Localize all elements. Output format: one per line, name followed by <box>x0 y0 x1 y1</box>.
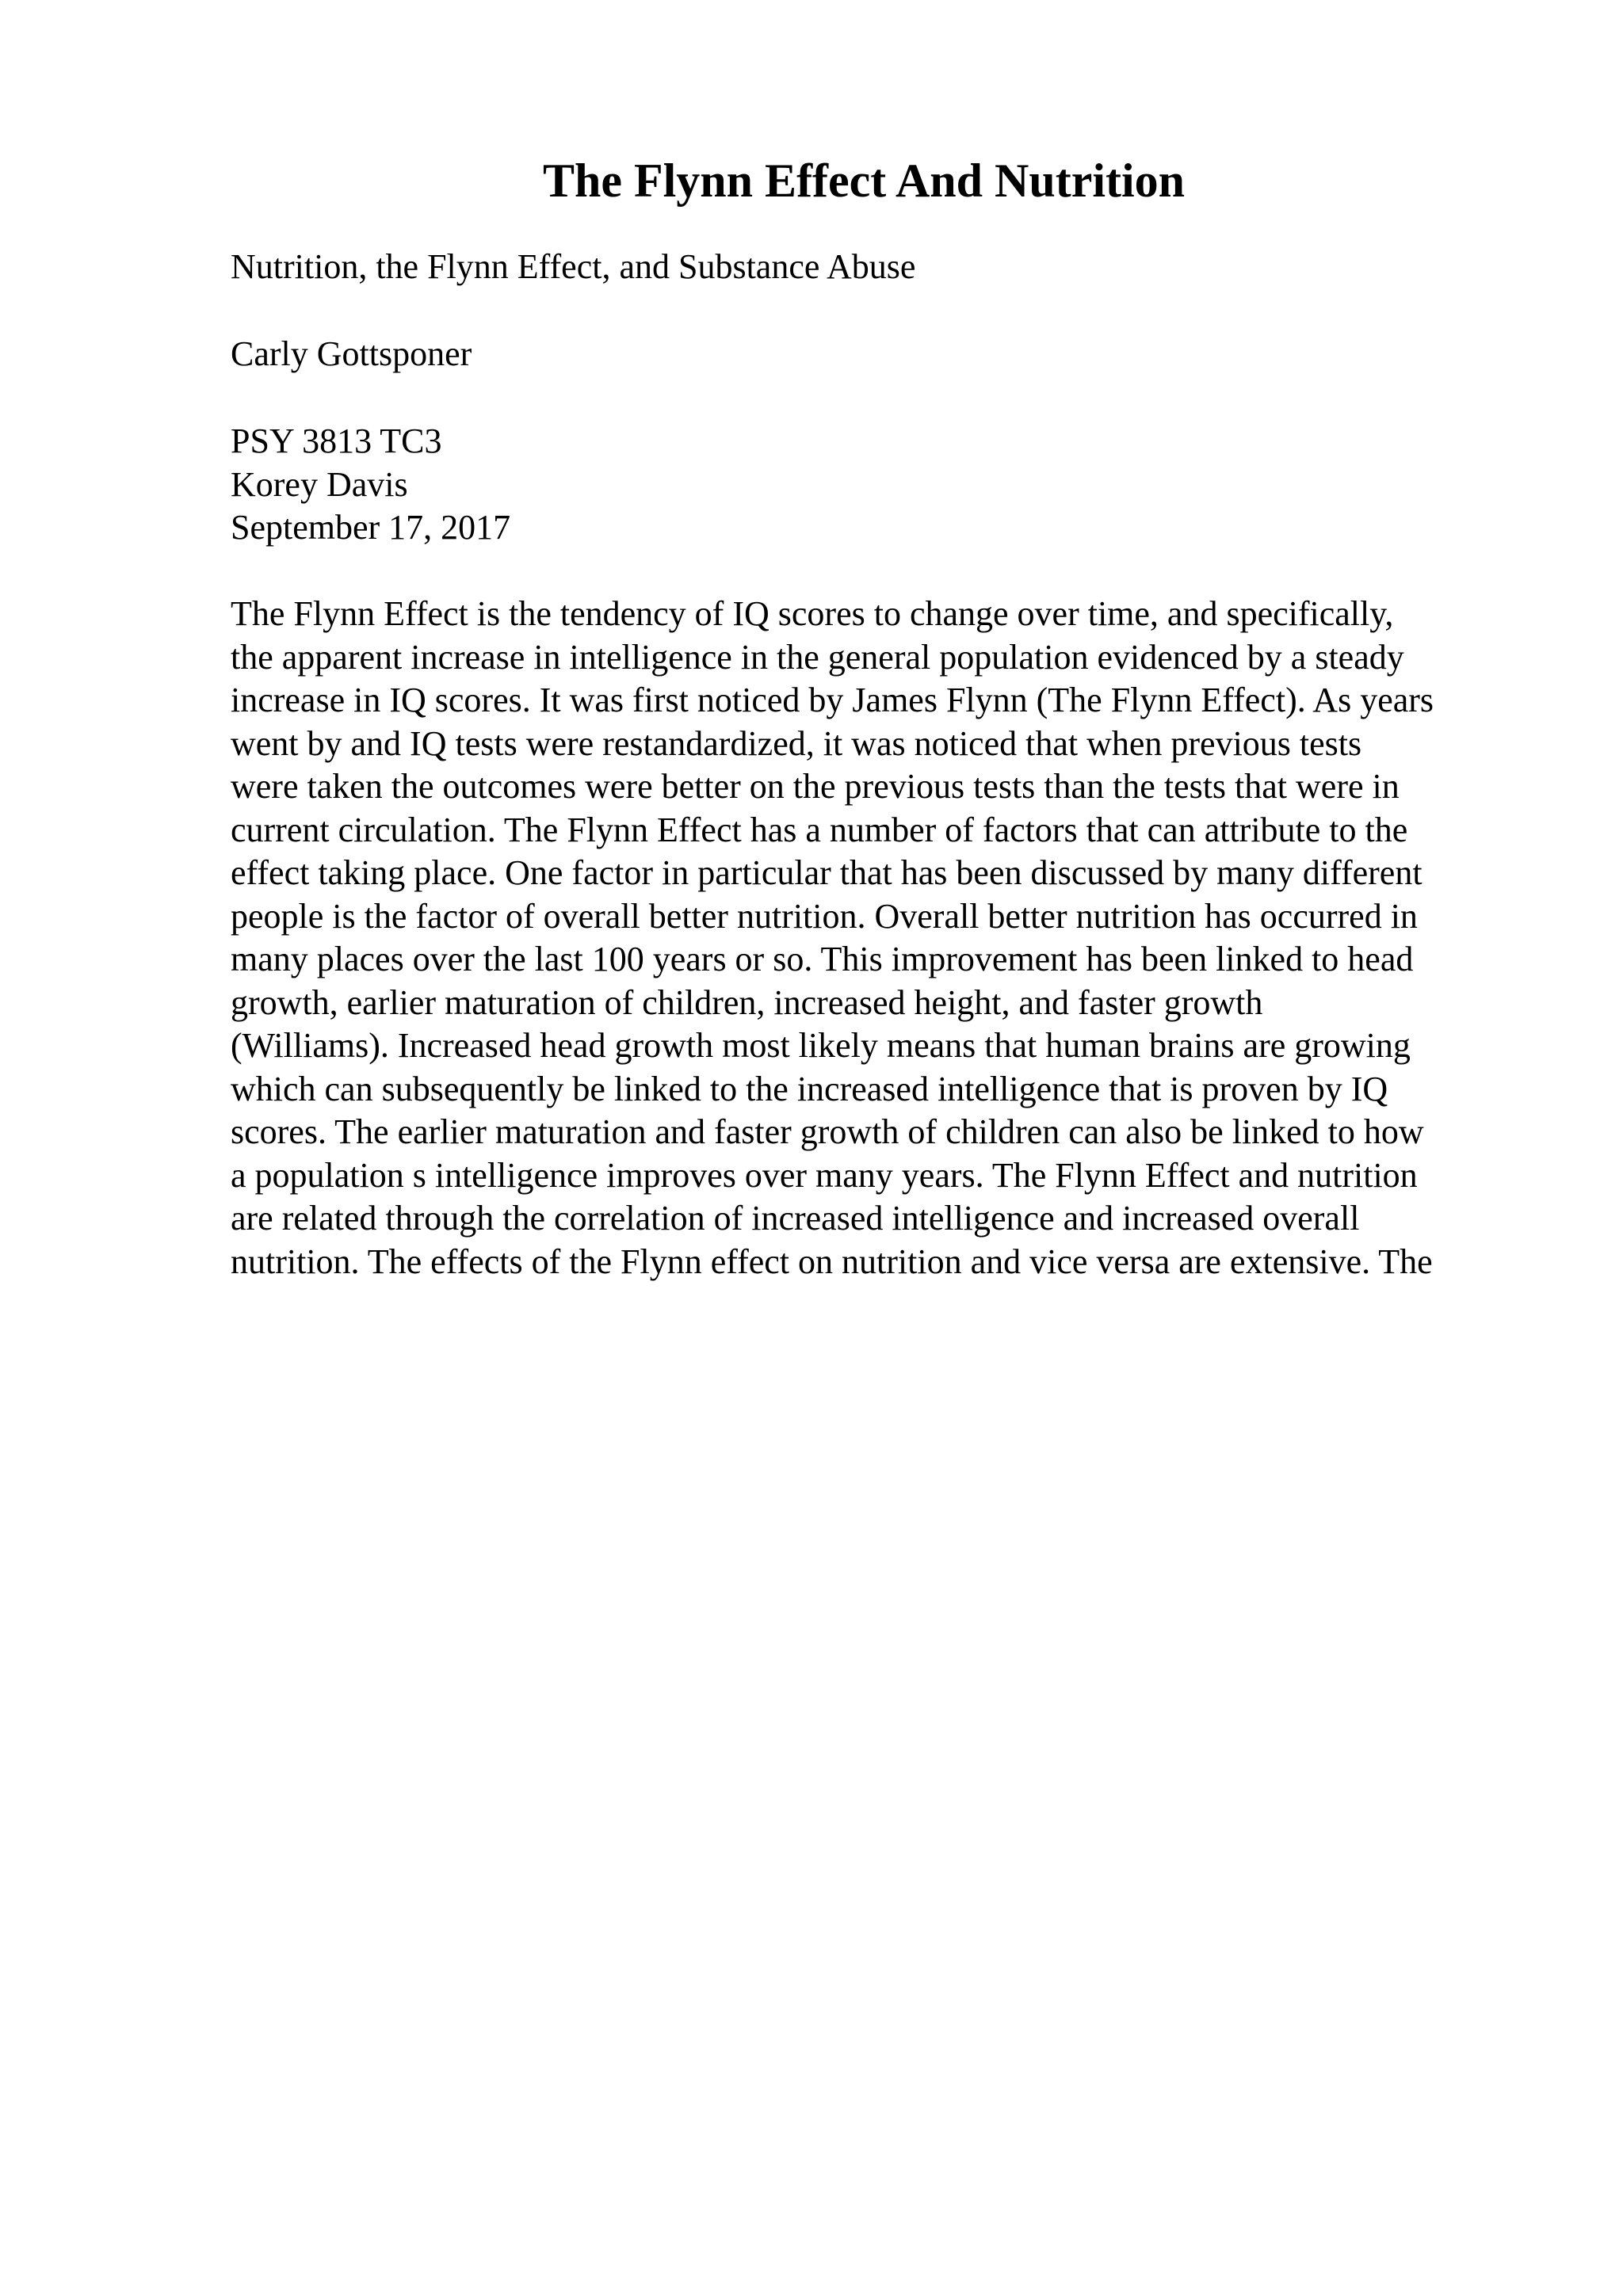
paragraph-line: scores. The earlier maturation and faster growth of children can also be linked to how <box>231 1112 1424 1151</box>
paragraph-line: were taken the outcomes were better on the previous tests than the tests that were in <box>231 767 1400 806</box>
paragraph-line: a population s intelligence improves over many years. The Flynn Effect and nutrition <box>231 1155 1418 1195</box>
paragraph-line: nutrition. The effects of the Flynn effect on nutrition and vice versa are extensive. The <box>231 1241 1433 1281</box>
body-paragraph <box>231 593 1530 1283</box>
paragraph-line: which can subsequently be linked to the increased intelligence that is proven by IQ <box>231 1069 1388 1108</box>
paragraph-line: The Flynn Effect is the tendency of IQ scores to change over time, and specifically, <box>231 594 1394 633</box>
course-info <box>231 420 1530 550</box>
paragraph-line: are related through the correlation of increased intelligence and increased overall <box>231 1199 1360 1238</box>
paragraph-line: many places over the last 100 years or so. This improvement has been linked to head <box>231 940 1414 978</box>
paragraph-line: the apparent increase in intelligence in the general population evidenced by a steady <box>231 637 1404 677</box>
paragraph-line: people is the factor of overall better nutrition. Overall better nutrition has occurred in <box>231 896 1418 936</box>
document-title: The Flynn Effect And Nutrition <box>542 154 1186 207</box>
paragraph-line: current circulation. The Flynn Effect has a number of factors that can attribute to the <box>231 810 1408 849</box>
paragraph-line: effect taking place. One factor in particular that has been discussed by many different <box>231 853 1423 892</box>
instructor-name: Korey Davis <box>231 464 408 504</box>
course-code: PSY 3813 TC3 <box>231 421 442 460</box>
author-name: Carly Gottsponer <box>231 334 472 373</box>
paragraph-line: increase in IQ scores. It was first noticed by James Flynn (The Flynn Effect). As years <box>231 681 1434 719</box>
paragraph-line: growth, earlier maturation of children, increased height, and faster growth <box>231 982 1263 1022</box>
document-subtitle: Nutrition, the Flynn Effect, and Substance Abuse <box>231 247 916 286</box>
document-date: September 17, 2017 <box>231 508 511 547</box>
paragraph-line: went by and IQ tests were restandardized, it was noticed that when previous tests <box>231 723 1362 763</box>
paragraph-line: (Williams). Increased head growth most likely means that human brains are growing <box>231 1026 1411 1065</box>
